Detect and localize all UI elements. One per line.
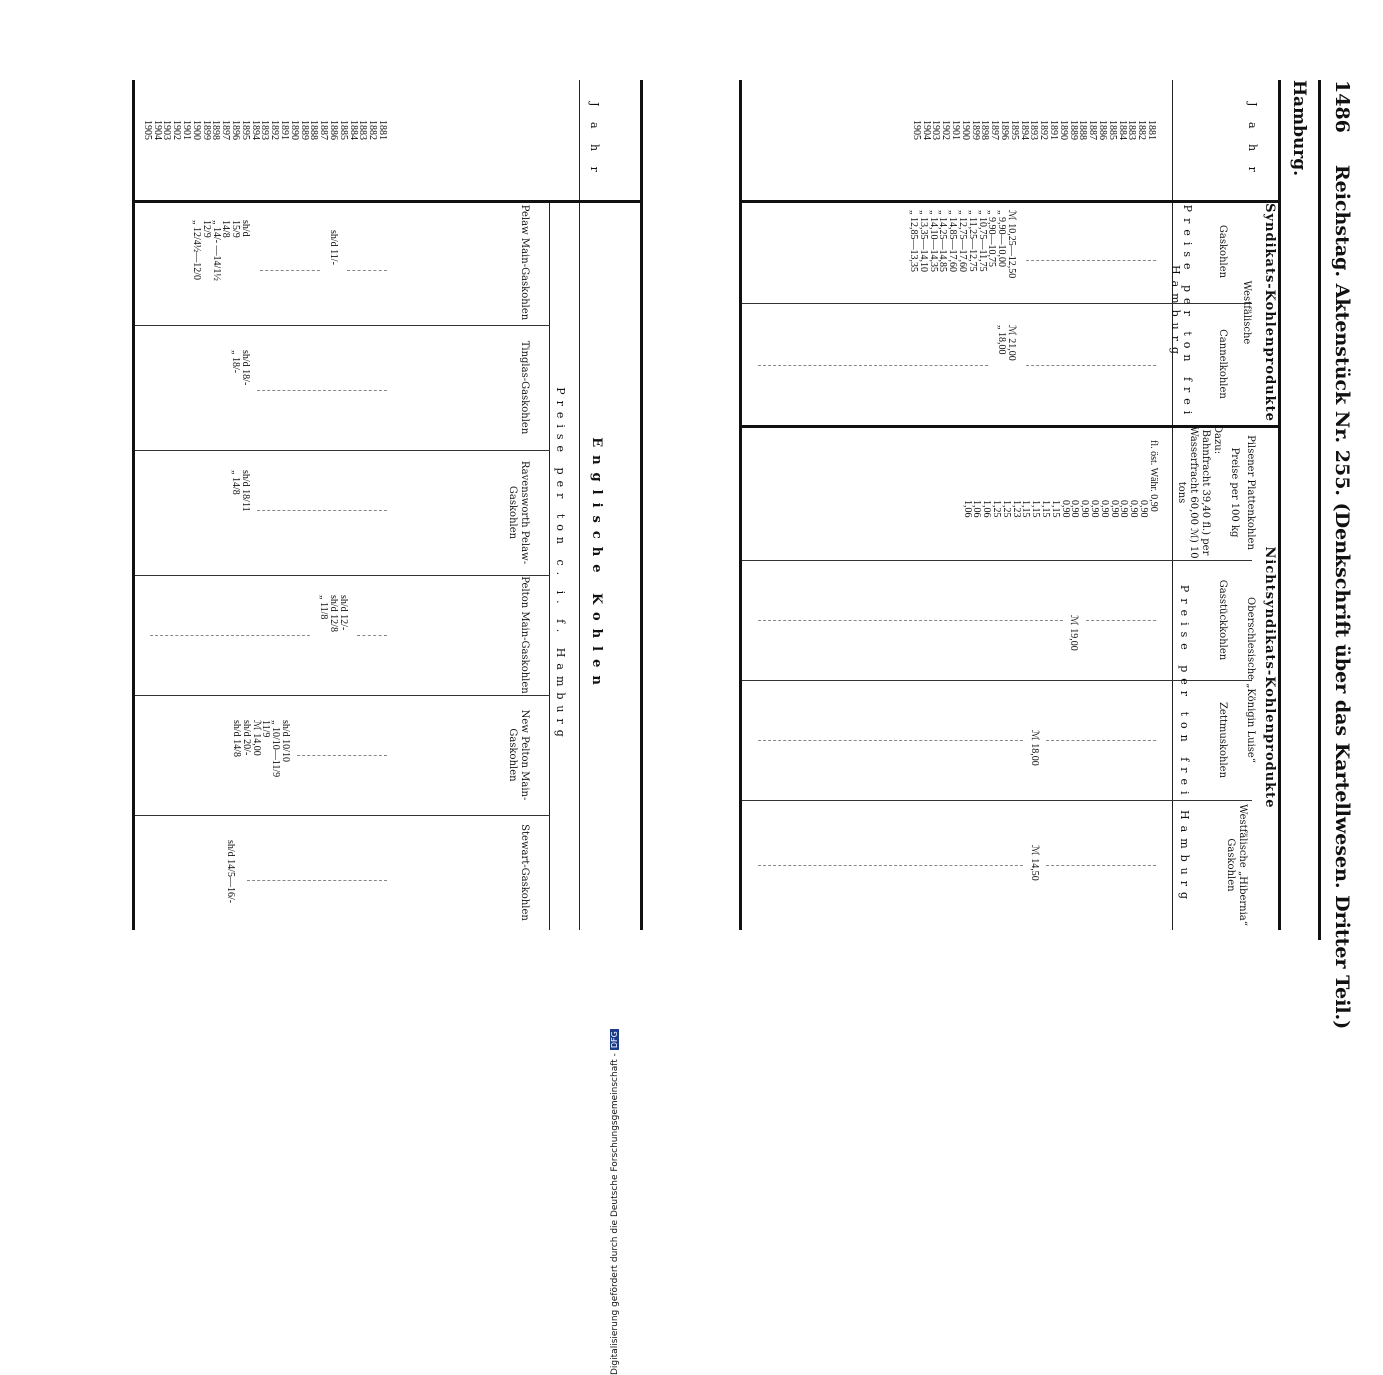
cannel-cell: „ 18,00 xyxy=(996,325,1008,355)
gaskohlen-cell: „ 10,75—11,75 xyxy=(976,210,988,272)
dash-leader xyxy=(1046,740,1156,741)
new-pelton-cell: ℳ 14,00 xyxy=(250,720,262,756)
tinglas-cell: sh/d 18/- xyxy=(240,350,251,386)
col-divider xyxy=(135,695,550,696)
new-pelton-cell: sh/d 14/8 xyxy=(231,720,243,757)
year-cell: 1881 xyxy=(377,120,388,140)
pilsener-note: Bahnfracht 39,40 fl.) per xyxy=(1200,429,1211,556)
gaskohlen-cell: „ 12,85—13,35 xyxy=(908,210,920,272)
pilsener-cell: 0,90 xyxy=(1118,500,1130,518)
page-header xyxy=(1327,80,1353,1030)
year-cell: 1895 xyxy=(1008,120,1020,140)
gaskohlen-cell: „ 9,90—10,00 xyxy=(996,210,1008,267)
table-german-coal xyxy=(739,80,1281,930)
col-divider xyxy=(135,815,550,816)
year-cell: 1888 xyxy=(308,120,320,140)
pilsener-cell: 0,90 xyxy=(1089,500,1101,518)
pilsener-cell: 1,06 xyxy=(981,500,993,518)
pelaw-values xyxy=(191,220,250,281)
year-cell: 1889 xyxy=(298,120,310,140)
new-pelton-cell: „ 10/10—11/9 xyxy=(270,720,282,778)
year-cell: 1893 xyxy=(259,120,271,140)
dash-leader xyxy=(758,365,988,366)
year-cell: 1897 xyxy=(220,120,232,140)
cannel-cell: ℳ 21,00 xyxy=(1006,325,1017,361)
dash-leader xyxy=(260,270,320,271)
year-cell: 1894 xyxy=(1018,120,1030,140)
year-cell: 1905 xyxy=(141,120,153,140)
year-cell: 1886 xyxy=(1097,120,1109,140)
dash-leader xyxy=(257,510,387,511)
year-cell: 1899 xyxy=(969,120,981,140)
year-cell: 1890 xyxy=(1057,120,1069,140)
ravensworth-cell: sh/d 18/11 xyxy=(240,470,251,512)
col-gaskohlen: Gaskohlen xyxy=(1217,224,1228,279)
new-pelton-cell: 11/9 xyxy=(260,720,272,738)
year-cell: 1889 xyxy=(1067,120,1079,140)
year-cell: 1884 xyxy=(1116,120,1128,140)
col-divider xyxy=(742,560,1252,561)
pilsener-cell: 0,90 xyxy=(1098,500,1110,518)
pilsener-unit: Preise per 100 kg xyxy=(1229,447,1240,538)
year-column xyxy=(911,120,1156,140)
jahr-header: J a h r xyxy=(588,102,601,178)
dash-leader xyxy=(357,635,387,636)
col-zettmus: Zettmuskohlen xyxy=(1217,701,1228,779)
pilsener-cell: 1,06 xyxy=(971,500,983,518)
year-cell: 1885 xyxy=(1106,120,1118,140)
col-cannelkohlen: Cannelkohlen xyxy=(1217,329,1228,399)
gaskohlen-cell: „ 11,25—12,75 xyxy=(966,210,978,272)
hibernia-head: Westfälische „Hibernia“ Gaskohlen xyxy=(1225,804,1248,926)
pelaw-cell: 12/9 xyxy=(200,220,212,238)
year-cell: 1902 xyxy=(171,120,183,140)
oberschl-head: Oberschlesische „Königin Luise“ xyxy=(1245,597,1256,763)
gaskohlen-cell: „ 12,75—17,60 xyxy=(957,210,969,272)
pilsener-note: Dazu: xyxy=(1212,425,1223,455)
oberschl-gas-value: ℳ 19,00 xyxy=(1068,615,1079,651)
col-divider xyxy=(135,450,550,451)
gaskohlen-cell: „ 13,35—14,10 xyxy=(917,210,929,272)
year-cell: 1896 xyxy=(230,120,242,140)
year-cell: 1901 xyxy=(950,120,962,140)
english-sub: Preise per ton c. i. f. Hamburg xyxy=(554,387,567,743)
dash-leader xyxy=(150,635,310,636)
new-pelton-cell: sh/d 20/- xyxy=(240,720,252,756)
year-cell: 1905 xyxy=(910,120,922,140)
dash-leader xyxy=(257,390,387,391)
tinglas-cell: „ 18/- xyxy=(230,350,242,374)
year-cell: 1900 xyxy=(959,120,971,140)
year-cell: 1887 xyxy=(1087,120,1099,140)
dash-leader xyxy=(758,740,1023,741)
pilsener-cell: 0,90 xyxy=(1108,500,1120,518)
dash-leader xyxy=(347,270,387,271)
pilsener-values xyxy=(962,500,1148,518)
page-number: 1486 xyxy=(1331,80,1353,133)
year-cell: 1883 xyxy=(1126,120,1138,140)
pelaw-cell: sh/d xyxy=(240,220,251,237)
english-col-header: Stewart-Gaskohlen xyxy=(519,824,530,921)
year-cell: 1897 xyxy=(989,120,1001,140)
col-gasstueck: Gasstückkohlen xyxy=(1217,579,1228,661)
dash-leader xyxy=(758,865,1023,866)
page-title: Reichstag. Aktenstück Nr. 255. (Denkschrift über das Kartellwesen. Dritter Teil.) xyxy=(1331,164,1353,1030)
gaskohlen-cell: „ 14,10—14,35 xyxy=(927,210,939,272)
year-cell: 1903 xyxy=(930,120,942,140)
year-cell: 1901 xyxy=(181,120,193,140)
pelton-values xyxy=(319,595,348,632)
english-col-header: Ravensworth Pelaw-Gaskohlen xyxy=(507,460,530,565)
stewart-value: sh/d 14/5—16/- xyxy=(225,840,236,904)
pelaw-cell: 15/9 xyxy=(230,220,242,238)
ravensworth-values xyxy=(230,470,250,512)
header-rule-3 xyxy=(549,200,550,930)
new-pelton-cell: sh/d 10/10 xyxy=(280,720,291,762)
year-cell: 1896 xyxy=(999,120,1011,140)
year-cell: 1891 xyxy=(1048,120,1060,140)
header-rule-2 xyxy=(579,80,580,930)
syndikat-title: Syndikats-Kohlenprodukte xyxy=(1262,203,1277,422)
jahr-header: J a h r xyxy=(1246,102,1259,178)
nicht-sub: Preise per ton frei Hamburg xyxy=(1178,584,1191,906)
city-heading: Hamburg. xyxy=(1289,80,1309,177)
english-col-header: Tinglas-Gaskohlen xyxy=(519,340,530,435)
year-cell: 1892 xyxy=(1038,120,1050,140)
ravensworth-cell: „ 14/8 xyxy=(230,470,242,495)
col-divider xyxy=(742,800,1252,801)
pelton-cell: „ 11/8 xyxy=(318,595,330,620)
gaskohlen-cell: „ 14,85—17,60 xyxy=(947,210,959,272)
col-divider xyxy=(742,680,1252,681)
dfg-logo: DFG xyxy=(610,1031,619,1049)
nicht-syndikat-title: Nichtsyndikats-Kohlenprodukte xyxy=(1262,546,1277,809)
gaskohlen-cell: „ 14,25—14,85 xyxy=(937,210,949,272)
dash-leader xyxy=(1026,365,1156,366)
pelaw-1886: sh/d 11/- xyxy=(328,230,339,265)
english-col-header: New Pelton Main-Gaskohlen xyxy=(507,709,530,801)
pilsener-cell: 1,25 xyxy=(991,500,1003,518)
year-cell: 1894 xyxy=(249,120,261,140)
year-cell: 1898 xyxy=(210,120,222,140)
pilsener-cell: 1,15 xyxy=(1030,500,1042,518)
year-cell: 1903 xyxy=(161,120,173,140)
jahr-divider xyxy=(742,200,1278,203)
pelton-cell: sh/d 12/- xyxy=(338,595,349,631)
new-pelton-values xyxy=(231,720,290,777)
pilsener-note: Wasserfracht 60,00 ℳ) 10 tons xyxy=(1176,426,1199,559)
dash-leader xyxy=(297,755,387,756)
dash-leader xyxy=(247,880,387,881)
oberschl-zett-value: ℳ 18,00 xyxy=(1029,730,1040,766)
pilsener-head: Pilsener Plattenkohlen xyxy=(1245,435,1256,550)
pilsener-cell: 1,15 xyxy=(1020,500,1032,518)
year-cell: 1899 xyxy=(200,120,212,140)
dash-leader xyxy=(758,620,1063,621)
year-cell: 1883 xyxy=(357,120,369,140)
year-cell: 1898 xyxy=(979,120,991,140)
tinglas-values xyxy=(230,350,250,385)
year-cell: 1890 xyxy=(288,120,300,140)
year-cell: 1887 xyxy=(318,120,330,140)
pilsener-cell: 1,15 xyxy=(1049,500,1061,518)
gaskohlen-values xyxy=(908,210,1016,278)
year-cell: 1882 xyxy=(367,120,379,140)
english-col-header: Pelaw Main-Gaskohlen xyxy=(519,204,530,321)
year-cell: 1885 xyxy=(337,120,349,140)
syndikat-group: Westfälische xyxy=(1241,280,1252,345)
pilsener-cell: 0,90 xyxy=(1079,500,1091,518)
year-cell: 1904 xyxy=(920,120,932,140)
year-cell: 1904 xyxy=(151,120,163,140)
pilsener-cell: 0,90 xyxy=(1069,500,1081,518)
pilsener-cell: 0,90 xyxy=(1059,500,1071,518)
year-cell: 1895 xyxy=(239,120,251,140)
year-cell: 1900 xyxy=(190,120,202,140)
header-rule xyxy=(1318,80,1321,940)
pilsener-cell: 1,23 xyxy=(1010,500,1022,518)
pelaw-cell: „ 12/4½—12/0 xyxy=(191,220,203,280)
dash-leader xyxy=(1026,260,1156,261)
pilsener-cell: 0,90 xyxy=(1138,500,1149,518)
pelton-cell: sh/d 12/8 xyxy=(328,595,340,632)
year-column xyxy=(142,120,387,140)
year-cell: 1888 xyxy=(1077,120,1089,140)
table-english-coal xyxy=(132,80,643,930)
pilsener-first: fl. öst. Währ. 0,90 xyxy=(1148,440,1159,512)
year-cell: 1884 xyxy=(347,120,359,140)
hibernia-value: ℳ 14,50 xyxy=(1029,845,1040,881)
english-title: Englische Kohlen xyxy=(589,437,604,693)
year-cell: 1892 xyxy=(269,120,281,140)
year-cell: 1882 xyxy=(1136,120,1148,140)
syndikat-sub: Preise per ton frei Hamburg xyxy=(1169,204,1194,421)
gaskohlen-cell: ℳ 10,25—12,50 xyxy=(1006,210,1017,279)
pilsener-cell: 1,15 xyxy=(1040,500,1052,518)
gaskohlen-cell: „ 9,90—10,75 xyxy=(986,210,998,267)
pilsener-cell: 1,06 xyxy=(961,500,973,518)
year-cell: 1886 xyxy=(328,120,340,140)
col-divider xyxy=(135,575,550,576)
english-col-header: Pelton Main-Gaskohlen xyxy=(519,576,530,694)
footer-text: Digitalisierung gefördert durch die Deutsche Forschungsgemeinschaft - xyxy=(610,1053,620,1375)
year-cell: 1902 xyxy=(940,120,952,140)
pilsener-cell: 0,90 xyxy=(1128,500,1140,518)
year-cell: 1893 xyxy=(1028,120,1040,140)
dash-leader xyxy=(1046,865,1156,866)
pelaw-cell: „ 14/- —14/1½ xyxy=(210,220,222,281)
pelaw-cell: 14/8 xyxy=(220,220,232,238)
dash-leader xyxy=(1086,620,1156,621)
year-cell: 1881 xyxy=(1146,120,1157,140)
col-divider xyxy=(135,325,550,326)
cannel-values xyxy=(996,325,1016,361)
footer-note xyxy=(610,995,620,1375)
pilsener-cell: 1,25 xyxy=(1000,500,1012,518)
year-cell: 1891 xyxy=(279,120,291,140)
